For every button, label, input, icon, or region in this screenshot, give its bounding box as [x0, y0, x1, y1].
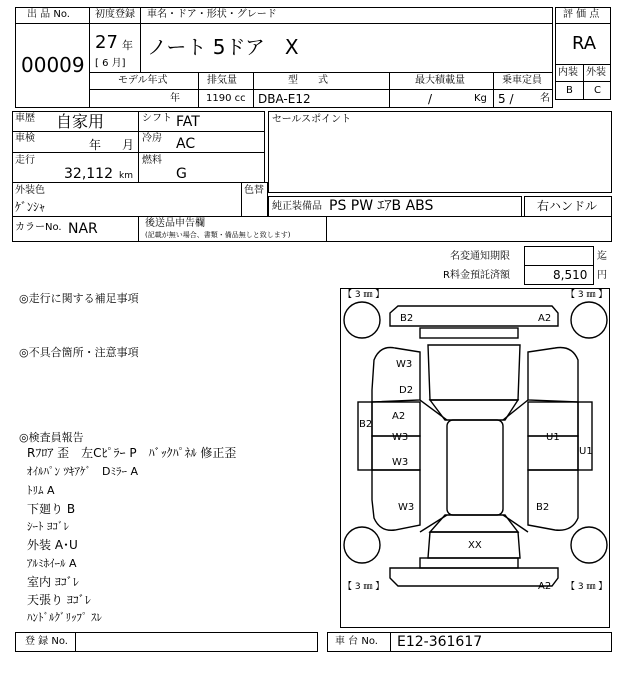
fuel: G	[176, 166, 187, 182]
reg-no-field	[75, 632, 318, 652]
damage-mark: B2	[400, 313, 414, 324]
wheel-rear-right	[571, 527, 607, 563]
inspector-line: ｱﾙﾐﾎｲｰﾙ A	[27, 557, 77, 570]
capacity: 5 /	[498, 92, 514, 106]
rear-plate	[420, 558, 518, 568]
history-label: 車歴	[15, 113, 35, 124]
equipment: PS PW ｴｱB ABS	[329, 198, 434, 214]
damage-mark: B2	[359, 419, 373, 430]
color: ｹﾞﾝｼｬ	[15, 200, 46, 214]
inspector-line: 外装 A･U	[27, 538, 78, 552]
inspector-line: 天張り ﾖｺﾞﾚ	[27, 593, 91, 607]
damage-mark: W3	[398, 502, 415, 513]
front-grille	[420, 328, 518, 338]
max-load: /	[428, 92, 433, 106]
inspector-line: ﾊﾝﾄﾞﾙｸﾞﾘｯﾌﾟ ｽﾚ	[27, 611, 102, 624]
roof	[447, 420, 503, 515]
damage-mark: A2	[538, 313, 552, 324]
color-change-label: 色替	[244, 185, 264, 196]
inspector-line: ｼｰﾄ ﾖｺﾞﾚ	[27, 520, 69, 533]
first-reg-year-unit: 年	[122, 39, 133, 52]
right-rear-profile	[528, 470, 578, 530]
displacement: 1190 cc	[206, 93, 246, 104]
steering: 右ハンドル	[537, 199, 598, 213]
left-rear-profile	[372, 470, 420, 530]
inspection-month: 月	[122, 138, 135, 152]
car-name-label: 車名・ドア・形状・グレード	[147, 9, 277, 20]
shift-label: シフト	[142, 113, 172, 124]
model: DBA-E12	[258, 92, 311, 106]
aircon-label: 冷房	[142, 133, 162, 144]
color-no-label: カラーNo.	[15, 222, 62, 233]
max-load-unit: Kg	[474, 93, 487, 104]
inspection-year: 年	[89, 138, 102, 152]
name-change-label: 名変通知期限	[450, 251, 510, 262]
defect-notes-label: ◎不具合箇所・注意事項	[19, 346, 139, 359]
inspection-label: 車検	[15, 133, 35, 144]
car-name: ノート 5ドア X	[147, 35, 299, 59]
tire-depth-front-right: 【 3 ㎜ 】	[566, 290, 608, 300]
sales-point-label: セールスポイント	[272, 114, 352, 125]
shift: FAT	[176, 114, 200, 130]
aircon: AC	[176, 136, 196, 152]
damage-mark: W3	[396, 359, 413, 370]
recycle-value: 8,510	[553, 268, 588, 282]
damage-mark: A2	[538, 581, 552, 592]
exterior-score: C	[594, 85, 601, 96]
displacement-label: 排気量	[207, 75, 237, 86]
damage-mark: W3	[392, 457, 409, 468]
first-reg-month: [ 6 月]	[95, 58, 126, 69]
mileage: 32,112	[64, 166, 113, 182]
damage-mark: U1	[579, 446, 593, 457]
driving-notes-label: ◎走行に関する補足事項	[19, 292, 139, 305]
front-bumper	[390, 306, 558, 326]
rear-bumper	[390, 568, 558, 586]
left-sill	[358, 402, 372, 470]
capacity-unit: 名	[540, 93, 550, 104]
right-front-door	[528, 402, 578, 436]
chassis-label: 車 台 No.	[335, 636, 378, 647]
max-load-label: 最大積載量	[415, 75, 465, 86]
color-label: 外装色	[15, 185, 45, 196]
color-no: NAR	[68, 221, 98, 237]
damage-mark: B2	[536, 502, 550, 513]
hood	[428, 345, 520, 400]
rating-label: 評 価 点	[563, 9, 600, 20]
pillar-line	[420, 400, 447, 420]
wheel-rear-left	[344, 527, 380, 563]
interior-label: 内装	[558, 67, 578, 78]
inspector-report-label: ◎検査員報告	[19, 431, 84, 444]
right-side-profile	[528, 348, 578, 403]
rating: RA	[572, 33, 597, 54]
inspector-line: Rﾌﾛｱ 歪 左Cﾋﾟﾗｰ P ﾊﾞｯｸﾊﾟﾈﾙ 修正歪	[27, 446, 237, 460]
tire-depth-front-left: 【 3 ㎜ 】	[343, 290, 385, 300]
later-doc-label: 後送品申告欄	[145, 218, 205, 229]
damage-mark: D2	[399, 385, 414, 396]
wheel-front-right	[571, 302, 607, 338]
recycle-label: R料金預託済額	[443, 270, 510, 281]
equipment-label: 純正装備品	[272, 201, 322, 212]
right-sill	[578, 402, 592, 470]
capacity-label: 乗車定員	[502, 75, 542, 86]
lot-no-label: 出 品 No.	[27, 9, 70, 20]
model-label: 型 式	[288, 75, 328, 86]
reg-no-label: 登 録 No.	[25, 636, 68, 647]
damage-mark: XX	[468, 540, 482, 551]
damage-mark: U1	[546, 432, 560, 443]
inspector-line: 室内 ﾖｺﾞﾚ	[27, 575, 79, 589]
first-reg-year: 27	[95, 32, 118, 53]
interior-score: B	[566, 85, 573, 96]
model-year-unit: 年	[170, 93, 180, 104]
recycle-unit: 円	[597, 270, 607, 281]
damage-mark: A2	[392, 411, 406, 422]
mileage-label: 走行	[15, 155, 35, 166]
history: 自家用	[56, 112, 105, 131]
name-change-unit: 迄	[597, 251, 607, 262]
first-reg-label: 初度登録	[95, 9, 135, 20]
damage-mark: W3	[392, 432, 409, 443]
lot-no: 00009	[21, 53, 85, 77]
later-doc-note: (記載が無い場合、書類・備品無しと致します)	[145, 231, 291, 239]
tire-depth-rear-left: 【 3 ㎜ 】	[343, 582, 385, 592]
wheel-front-left	[344, 302, 380, 338]
inspector-line: ｵｲﾙﾊﾟﾝ ﾂｷｱｹﾞ Dﾐﾗｰ A	[27, 465, 138, 478]
mileage-unit: km	[119, 171, 133, 181]
inspector-line: ﾄﾘﾑ A	[27, 484, 55, 497]
chassis-no: E12-361617	[397, 634, 483, 650]
tire-depth-rear-right: 【 3 ㎜ 】	[566, 582, 608, 592]
inspector-line: 下廻り B	[27, 502, 76, 516]
pillar-line	[420, 515, 447, 532]
model-year-label: モデル年式	[118, 75, 168, 86]
exterior-label: 外装	[586, 67, 606, 78]
fuel-label: 燃料	[142, 155, 162, 166]
